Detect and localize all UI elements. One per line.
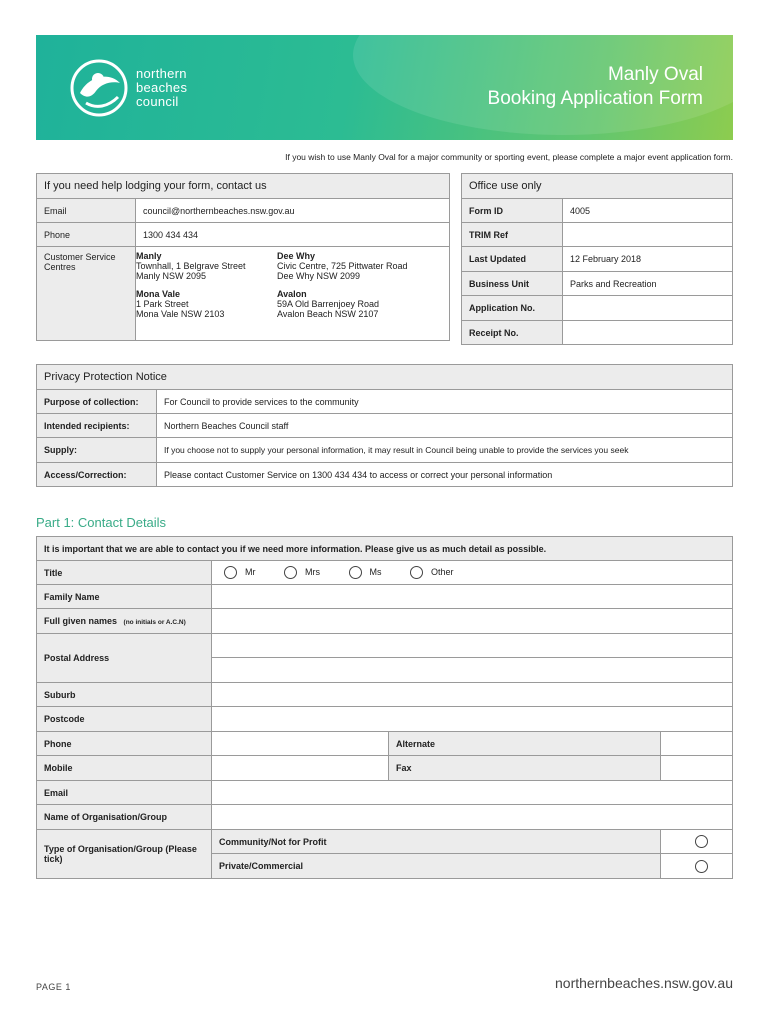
- office-value: 12 February 2018: [563, 247, 733, 272]
- page-number: PAGE 1: [36, 982, 71, 992]
- logo-line-1: northern: [136, 66, 187, 81]
- radio-icon[interactable]: [695, 860, 708, 873]
- option-label: Mr: [245, 566, 256, 577]
- privacy-value: Please contact Customer Service on 1300 434 434 to access or correct your personal information: [157, 463, 733, 487]
- office-label: Application No.: [462, 296, 563, 321]
- radio-icon[interactable]: [349, 566, 362, 579]
- family-name-field[interactable]: [212, 585, 733, 609]
- option-label: Other: [431, 566, 454, 577]
- office-label: Receipt No.: [462, 321, 563, 345]
- phone-field[interactable]: [212, 732, 389, 756]
- office-heading: Office use only: [462, 174, 733, 199]
- postcode-label: Postcode: [37, 707, 212, 732]
- form-title-line-2: Booking Application Form: [487, 88, 703, 109]
- office-use-table: [461, 173, 733, 345]
- option-label: Mrs: [305, 566, 321, 577]
- centre-line2: Mona Vale NSW 2103: [136, 309, 225, 319]
- office-label: Business Unit: [462, 272, 563, 296]
- office-value: Parks and Recreation: [563, 272, 733, 296]
- postal-address-label: Postal Address: [37, 634, 212, 683]
- form-title-line-1: Manly Oval: [607, 64, 703, 85]
- title-option-ms[interactable]: [349, 566, 382, 579]
- office-value[interactable]: [563, 296, 733, 321]
- radio-icon[interactable]: [224, 566, 237, 579]
- postcode-field[interactable]: [212, 707, 733, 732]
- help-email-value[interactable]: council@northernbeaches.nsw.gov.au: [136, 199, 450, 223]
- privacy-value: If you choose not to supply your personal information, it may result in Council being unable to provide the services you seek: [157, 438, 733, 463]
- given-names-text: Full given names: [44, 616, 118, 626]
- council-logo: [68, 57, 187, 119]
- centre-line1: Townhall, 1 Belgrave Street: [136, 261, 246, 271]
- given-names-label: [37, 609, 212, 634]
- office-label: Last Updated: [462, 247, 563, 272]
- privacy-label: Access/Correction:: [37, 463, 157, 487]
- family-name-label: Family Name: [37, 585, 212, 609]
- radio-icon[interactable]: [410, 566, 423, 579]
- office-value[interactable]: [563, 223, 733, 247]
- office-value[interactable]: [563, 321, 733, 345]
- logo-line-3: council: [136, 94, 179, 109]
- radio-icon[interactable]: [695, 835, 708, 848]
- centre-line2: Manly NSW 2095: [136, 271, 207, 281]
- org-option-private-cell[interactable]: [661, 854, 733, 879]
- mobile-label: Mobile: [37, 756, 212, 781]
- centre-line1: 1 Park Street: [136, 299, 189, 309]
- org-option-community-cell[interactable]: [661, 830, 733, 854]
- suburb-field[interactable]: [212, 683, 733, 707]
- given-names-field[interactable]: [212, 609, 733, 634]
- email-label: Email: [37, 781, 212, 805]
- suburb-label: Suburb: [37, 683, 212, 707]
- help-heading: If you need help lodging your form, contact us: [37, 174, 450, 199]
- intro-text: If you wish to use Manly Oval for a major community or sporting event, please complete a major event application form.: [285, 152, 733, 162]
- postal-address-field-2[interactable]: [212, 658, 733, 683]
- privacy-heading: Privacy Protection Notice: [37, 365, 733, 390]
- privacy-label: Intended recipients:: [37, 414, 157, 438]
- help-phone-label: Phone: [37, 223, 136, 247]
- fax-field[interactable]: [661, 756, 733, 781]
- centre-manly: [136, 251, 277, 289]
- contact-details-table: [36, 536, 733, 879]
- privacy-value: For Council to provide services to the community: [157, 390, 733, 414]
- centre-name: Dee Why: [277, 251, 316, 261]
- email-field[interactable]: [212, 781, 733, 805]
- logo-line-2: beaches: [136, 80, 188, 95]
- org-name-field[interactable]: [212, 805, 733, 830]
- centre-name: Mona Vale: [136, 289, 181, 299]
- radio-icon[interactable]: [284, 566, 297, 579]
- title-options: [212, 561, 733, 585]
- help-email-label: Email: [37, 199, 136, 223]
- centre-line1: Civic Centre, 725 Pittwater Road: [277, 261, 408, 271]
- alternate-field[interactable]: [661, 732, 733, 756]
- centre-deewhy: [277, 251, 449, 289]
- privacy-label: Supply:: [37, 438, 157, 463]
- centre-name: Avalon: [277, 289, 307, 299]
- help-phone-value: 1300 434 434: [136, 223, 450, 247]
- phone-label: Phone: [37, 732, 212, 756]
- header-banner: [36, 35, 733, 140]
- centre-line2: Avalon Beach NSW 2107: [277, 309, 379, 319]
- alternate-label: Alternate: [389, 732, 661, 756]
- org-name-label: Name of Organisation/Group: [37, 805, 212, 830]
- org-option-label: Private/Commercial: [212, 854, 661, 879]
- centre-monavale: [136, 289, 277, 319]
- footer-url[interactable]: northernbeaches.nsw.gov.au: [555, 975, 733, 991]
- part1-note: It is important that we are able to contact you if we need more information. Please give us as much detail as possible.: [37, 537, 733, 561]
- office-label: Form ID: [462, 199, 563, 223]
- centre-line1: 59A Old Barrenjoey Road: [277, 299, 380, 309]
- privacy-label: Purpose of collection:: [37, 390, 157, 414]
- option-label: Ms: [369, 566, 382, 577]
- postal-address-field-1[interactable]: [212, 634, 733, 658]
- form-title: [488, 63, 703, 111]
- title-option-mrs[interactable]: [284, 566, 320, 579]
- title-option-other[interactable]: [410, 566, 454, 579]
- part1-title: Part 1: Contact Details: [36, 515, 167, 530]
- org-option-label: Community/Not for Profit: [212, 830, 661, 854]
- centre-line2: Dee Why NSW 2099: [277, 271, 361, 281]
- centre-name: Manly: [136, 251, 162, 261]
- office-value: 4005: [563, 199, 733, 223]
- council-emblem-icon: [68, 57, 130, 119]
- mobile-field[interactable]: [212, 756, 389, 781]
- office-label: TRIM Ref: [462, 223, 563, 247]
- centre-avalon: [277, 289, 449, 319]
- fax-label: Fax: [389, 756, 661, 781]
- centres-grid: [136, 251, 449, 319]
- privacy-value: Northern Beaches Council staff: [157, 414, 733, 438]
- given-names-note: (no initials or A.C.N): [123, 619, 186, 626]
- help-centres-label: Customer Service Centres: [37, 247, 136, 341]
- help-contact-table: [36, 173, 450, 341]
- logo-wordmark: [136, 67, 187, 109]
- title-option-mr[interactable]: [224, 566, 256, 579]
- org-type-label: Type of Organisation/Group (Please tick): [37, 830, 212, 879]
- privacy-table: [36, 364, 733, 487]
- title-label: Title: [37, 561, 212, 585]
